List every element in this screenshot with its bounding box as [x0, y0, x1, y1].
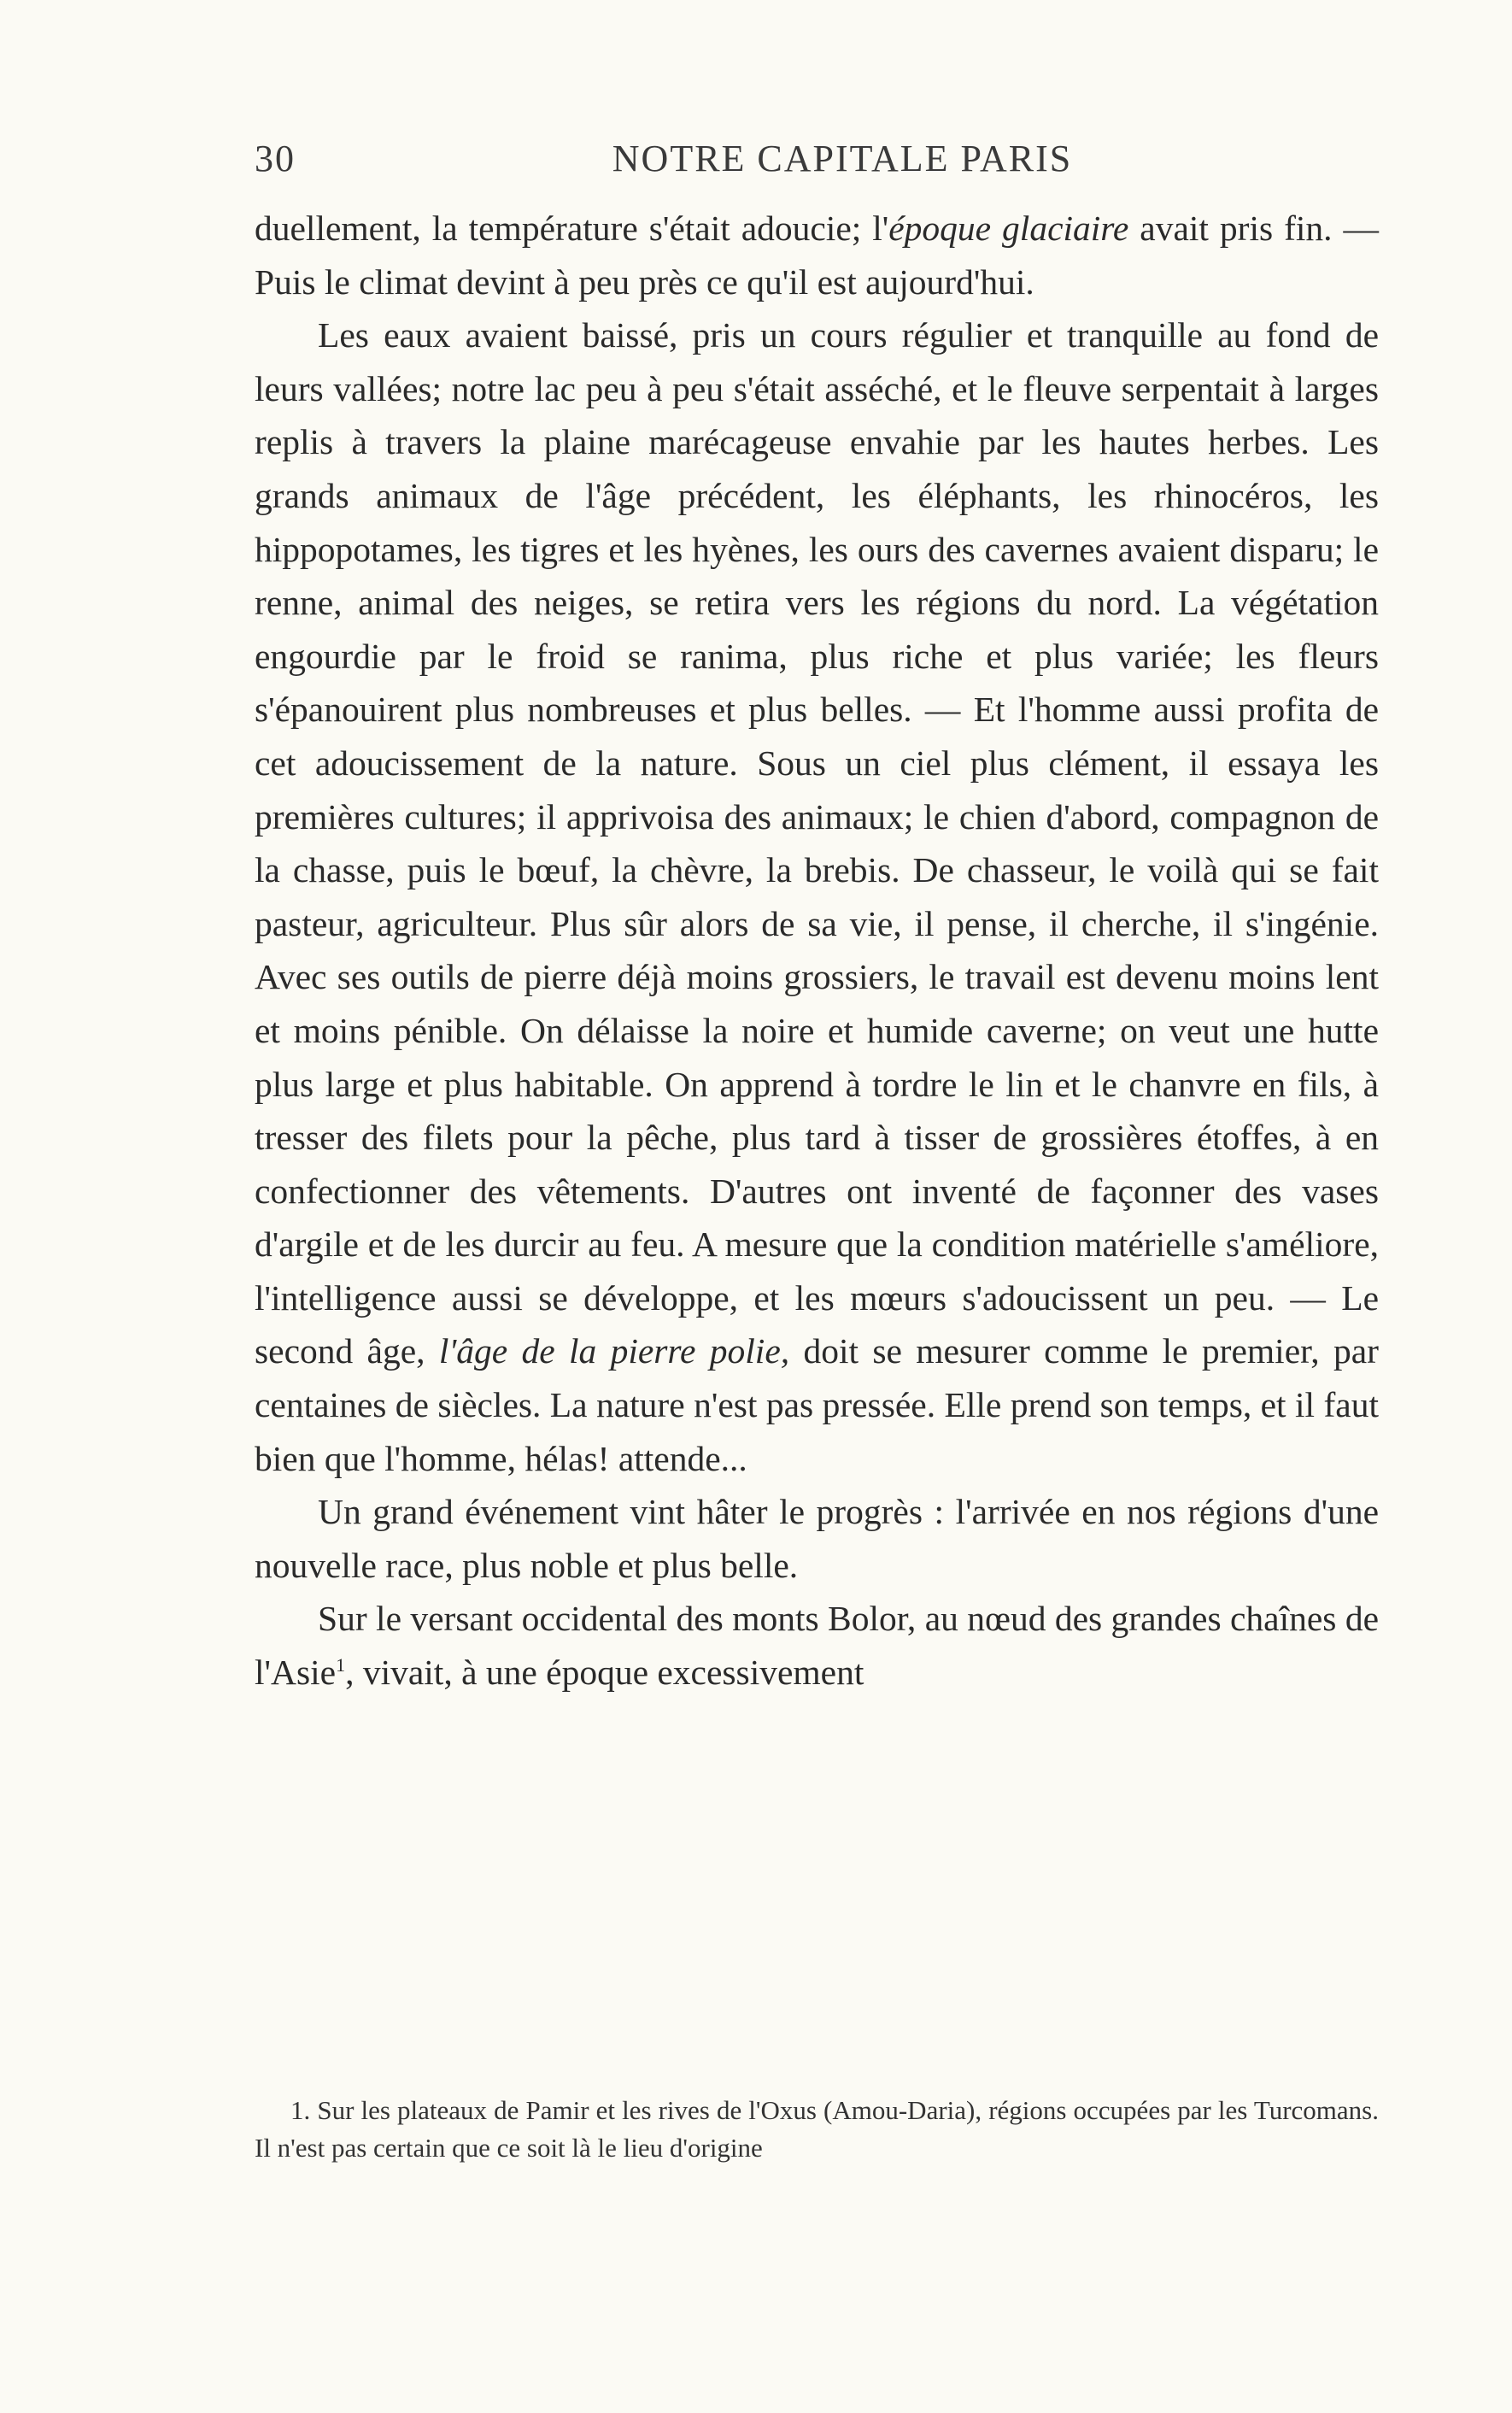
paragraph-text: , vivait, à une époque excessivement — [345, 1653, 864, 1693]
paragraph-text: avait pris fin. — Puis le climat devint à peu près ce qu'il est aujourd'hui. — [255, 208, 1379, 302]
paragraph-text: Sur le versant occidental des monts Bolor, au nœud des grandes chaînes de l'Asie — [255, 1599, 1379, 1693]
italic-term: époque glaciaire — [888, 208, 1129, 248]
paragraph-text: Les eaux avaient baissé, pris un cours régulier et tranquille au fond de leurs vallées; notre lac peu à peu s'était asséché, et le fleuve serpentait à larges replis à travers la plaine marécageuse envahie par les hautes herbes. Les grands animaux de l'âge précédent, les éléphants, les rhinocéros, les hippopotames, les tigres et les hyènes, les ours des cavernes avaient disparu; le renne, animal des neiges, se retira vers les régions du nord. La végétation engourdie par le froid se ranima, plus riche et plus variée; les fleurs s'épanouirent plus nombreuses et plus belles. — Et l'homme aussi profita de cet adoucissement de la nature. Sous un ciel plus clément, il essaya les premières cultures; il apprivoisa des animaux; le chien d'abord, compagnon de la chasse, puis le bœuf, la chèvre, la brebis. De chasseur, le voilà qui se fait pasteur, agriculteur. Plus sûr alors de sa vie, il pense, il cherche, il s'ingénie. Avec ses outils de pierre déjà moins grossiers, le travail est devenu moins lent et moins pénible. On délaisse la noire et humide caverne; on veut une hutte plus large et plus habitable. On apprend à tordre le lin et le chanvre en fils, à tresser des filets pour la pêche, plus tard à tisser de grossières étoffes, à en confectionner des vêtements. D'autres ont inventé de façonner des vases d'argile et de les durcir au feu. A mesure que la condition matérielle s'améliore, l'intelligence aussi se développe, et les mœurs s'adoucissent un peu. — Le second âge, — [255, 315, 1379, 1371]
footnote-reference: 1 — [336, 1654, 346, 1676]
paragraph-text: doit se mesurer comme le premier, par centaines de siècles. La nature n'est pas pressée. Elle prend son temps, et il faut bien que l'homme, hélas! attende... — [255, 1331, 1379, 1478]
footnote: 1. Sur les plateaux de Pamir et les rives de l'Oxus (Amou-Daria), régions occupées par les Turcomans. Il n'est pas certain que ce soit là le lieu d'origine — [255, 2095, 1379, 2163]
paragraph — [255, 1592, 1379, 1699]
page-number: 30 — [255, 138, 296, 179]
paragraph-continued — [255, 202, 1379, 308]
paragraph — [255, 308, 1379, 1485]
paragraph-text: duellement, la température s'était adoucie; l' — [255, 208, 889, 248]
main-text — [255, 202, 1379, 1700]
running-title: NOTRE CAPITALE PARIS — [612, 138, 1073, 179]
footnotes — [255, 2092, 1379, 2167]
paragraph: Un grand événement vint hâter le progrès : l'arrivée en nos régions d'une nouvelle race, plus noble et plus belle. — [255, 1492, 1379, 1585]
running-header — [255, 137, 1379, 188]
italic-term: l'âge de la pierre polie, — [438, 1331, 790, 1371]
